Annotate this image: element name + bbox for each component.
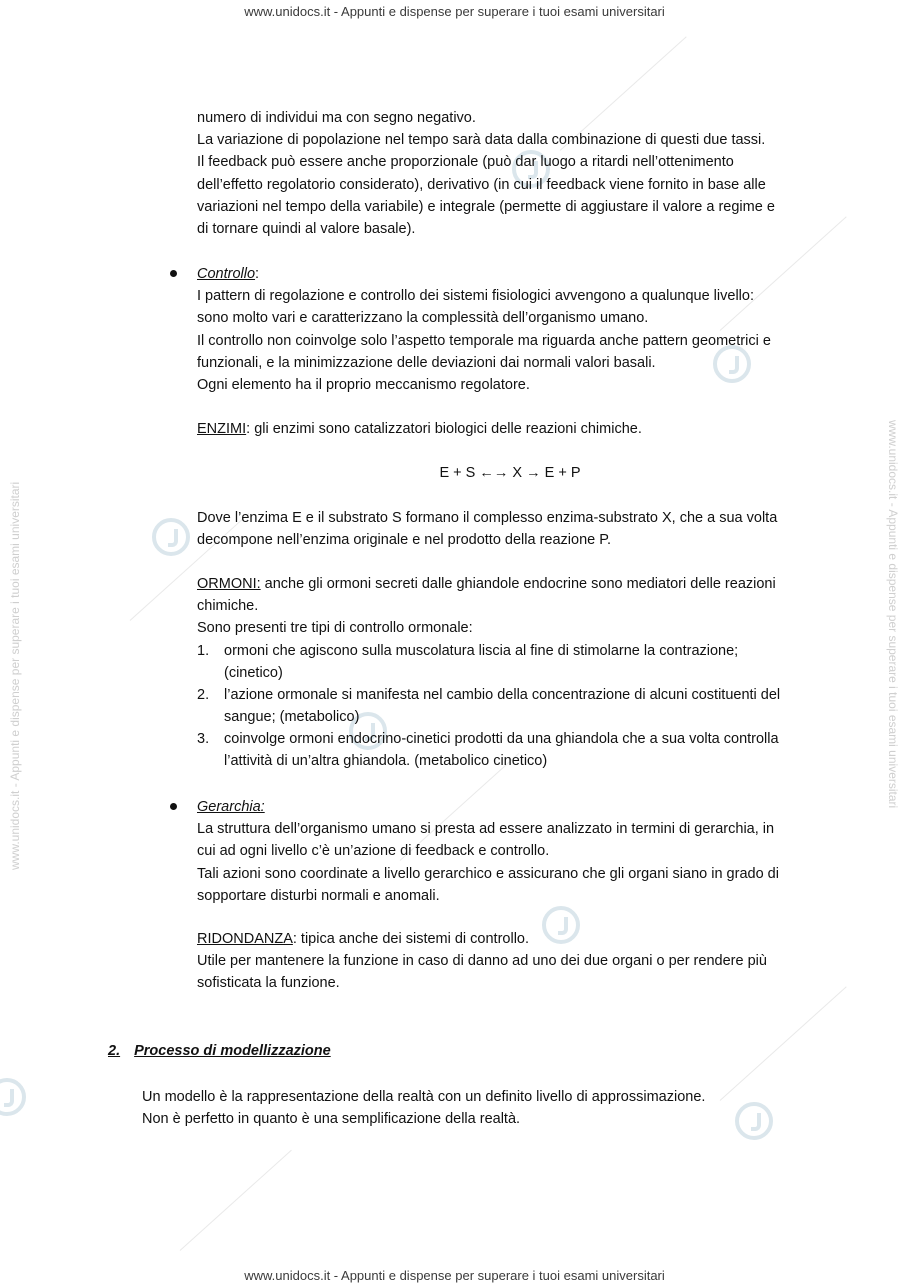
text-line: La variazione di popolazione nel tempo sarà data dalla combinazione di questi due tassi. [197, 132, 766, 149]
ormoni-paragraph: ORMONI: anche gli ormoni secreti dalle ghiandole endocrine sono mediatori delle reazioni chimiche. Sono presenti tre tipi di controllo ormonale: [197, 573, 827, 640]
enzyme-equation: E + S ←→ X → E + P [439, 465, 581, 481]
text-line: Non è perfetto in quanto è una semplificazione della realtà. [142, 1111, 521, 1128]
unidocs-logo-icon [0, 1078, 26, 1116]
text-line: dell’effetto regolatorio considerato), derivativo (in cui il feedback viene fornito in base alle [197, 176, 766, 193]
enzimi-explanation [197, 507, 827, 551]
text-line: numero di individui ma con segno negativo. [197, 110, 476, 126]
watermark-footer: www.unidocs.it - Appunti e dispense per superare i tuoi esami universitari [244, 1268, 665, 1283]
list-number: 3. [197, 731, 210, 747]
text-line: cui ad ogni livello c’è un’azione di feedback e controllo. [197, 843, 550, 860]
section2-paragraph [142, 1086, 822, 1130]
text-line: Sono presenti tre tipi di controllo ormonale: [197, 620, 473, 637]
section-number: 2. [108, 1043, 121, 1059]
enzimi-paragraph: ENZIMI: gli enzimi sono catalizzatori biologici delle reazioni chimiche. [197, 421, 642, 437]
watermark-header: www.unidocs.it - Appunti e dispense per superare i tuoi esami universitari [244, 4, 665, 19]
text-line: variazioni nel tempo della variabile) e integrale (permette di aggiustare il valore a regime e [197, 198, 775, 215]
list-number: 1. [197, 643, 210, 659]
bullet-icon [170, 270, 177, 277]
gerarchia-heading: Gerarchia: [197, 799, 265, 815]
section-title: Processo di modellizzazione [134, 1043, 331, 1059]
text-line: sofisticata la funzione. [197, 975, 340, 992]
text-line: Dove l’enzima E e il substrato S formano il complesso enzima-substrato X, che a sua volta [197, 510, 778, 526]
ormoni-label: ORMONI: [197, 576, 261, 592]
text-line: Utile per mantenere la funzione in caso di danno ad uno dei due organi o per rendere più [197, 953, 767, 970]
enzimi-label: ENZIMI [197, 421, 247, 437]
list-item: ormoni che agiscono sulla muscolatura liscia al fine di stimolarne la contrazione; (cinetico) [224, 643, 739, 682]
text-line: I pattern di regolazione e controllo dei sistemi fisiologici avvengono a qualunque livello: [197, 288, 754, 305]
watermark-line [180, 1150, 292, 1251]
list-item: l’azione ormonale si manifesta nel cambio della concentrazione di alcuni costituenti del sangue; (metabolico) [224, 687, 781, 726]
intro-paragraph [197, 107, 827, 240]
watermark-line [720, 986, 847, 1100]
text-line: Un modello è la rappresentazione della realtà con un definito livello di approssimazione. [142, 1089, 706, 1105]
text-line: sopportare disturbi normali e anomali. [197, 887, 440, 904]
text-line: funzionali, e la minimizzazione delle deviazioni dai normali valori basali. [197, 354, 656, 371]
text-line: chimiche. [197, 598, 259, 615]
list-number: 2. [197, 687, 210, 703]
ridondanza-paragraph: RIDONDANZA: tipica anche dei sistemi di controllo. Utile per mantenere la funzione in caso di danno ad uno dei due organi o per rendere più sofisticata la funzione. [197, 928, 827, 995]
watermark-side-left: www.unidocs.it - Appunti e dispense per superare i tuoi esami universitari [8, 481, 22, 870]
watermark-side-right: www.unidocs.it - Appunti e dispense per superare i tuoi esami universitari [886, 420, 900, 809]
text-line: sono molto vari e caratterizzano la complessità dell’organismo umano. [197, 310, 649, 327]
controllo-section [197, 263, 827, 396]
text-line: Il controllo non coinvolge solo l’aspetto temporale ma riguarda anche pattern geometrici e [197, 332, 771, 349]
ridondanza-label: RIDONDANZA [197, 931, 293, 947]
controllo-heading: Controllo: [197, 266, 260, 282]
text-line: La struttura dell’organismo umano si presta ad essere analizzato in termini di gerarchia, in [197, 821, 775, 838]
unidocs-logo-icon [152, 518, 190, 556]
bullet-icon [170, 803, 177, 810]
text-line: di tornare quindi al valore basale). [197, 221, 416, 238]
gerarchia-section [197, 796, 827, 907]
section-heading [108, 1043, 331, 1059]
text-line: Ogni elemento ha il proprio meccanismo regolatore. [197, 377, 530, 394]
text-line: decompone nell’enzima originale e nel prodotto della reazione P. [197, 532, 612, 549]
text-line: Il feedback può essere anche proporzionale (può dar luogo a ritardi nell’ottenimento [197, 154, 734, 171]
list-item: coinvolge ormoni endocrino-cinetici prodotti da una ghiandola che a sua volta controlla l’attività di un’altra ghiandola. (metabolico cinetico) [224, 731, 779, 770]
text-line: Tali azioni sono coordinate a livello gerarchico e assicurano che gli organi siano in grado di [197, 865, 779, 882]
